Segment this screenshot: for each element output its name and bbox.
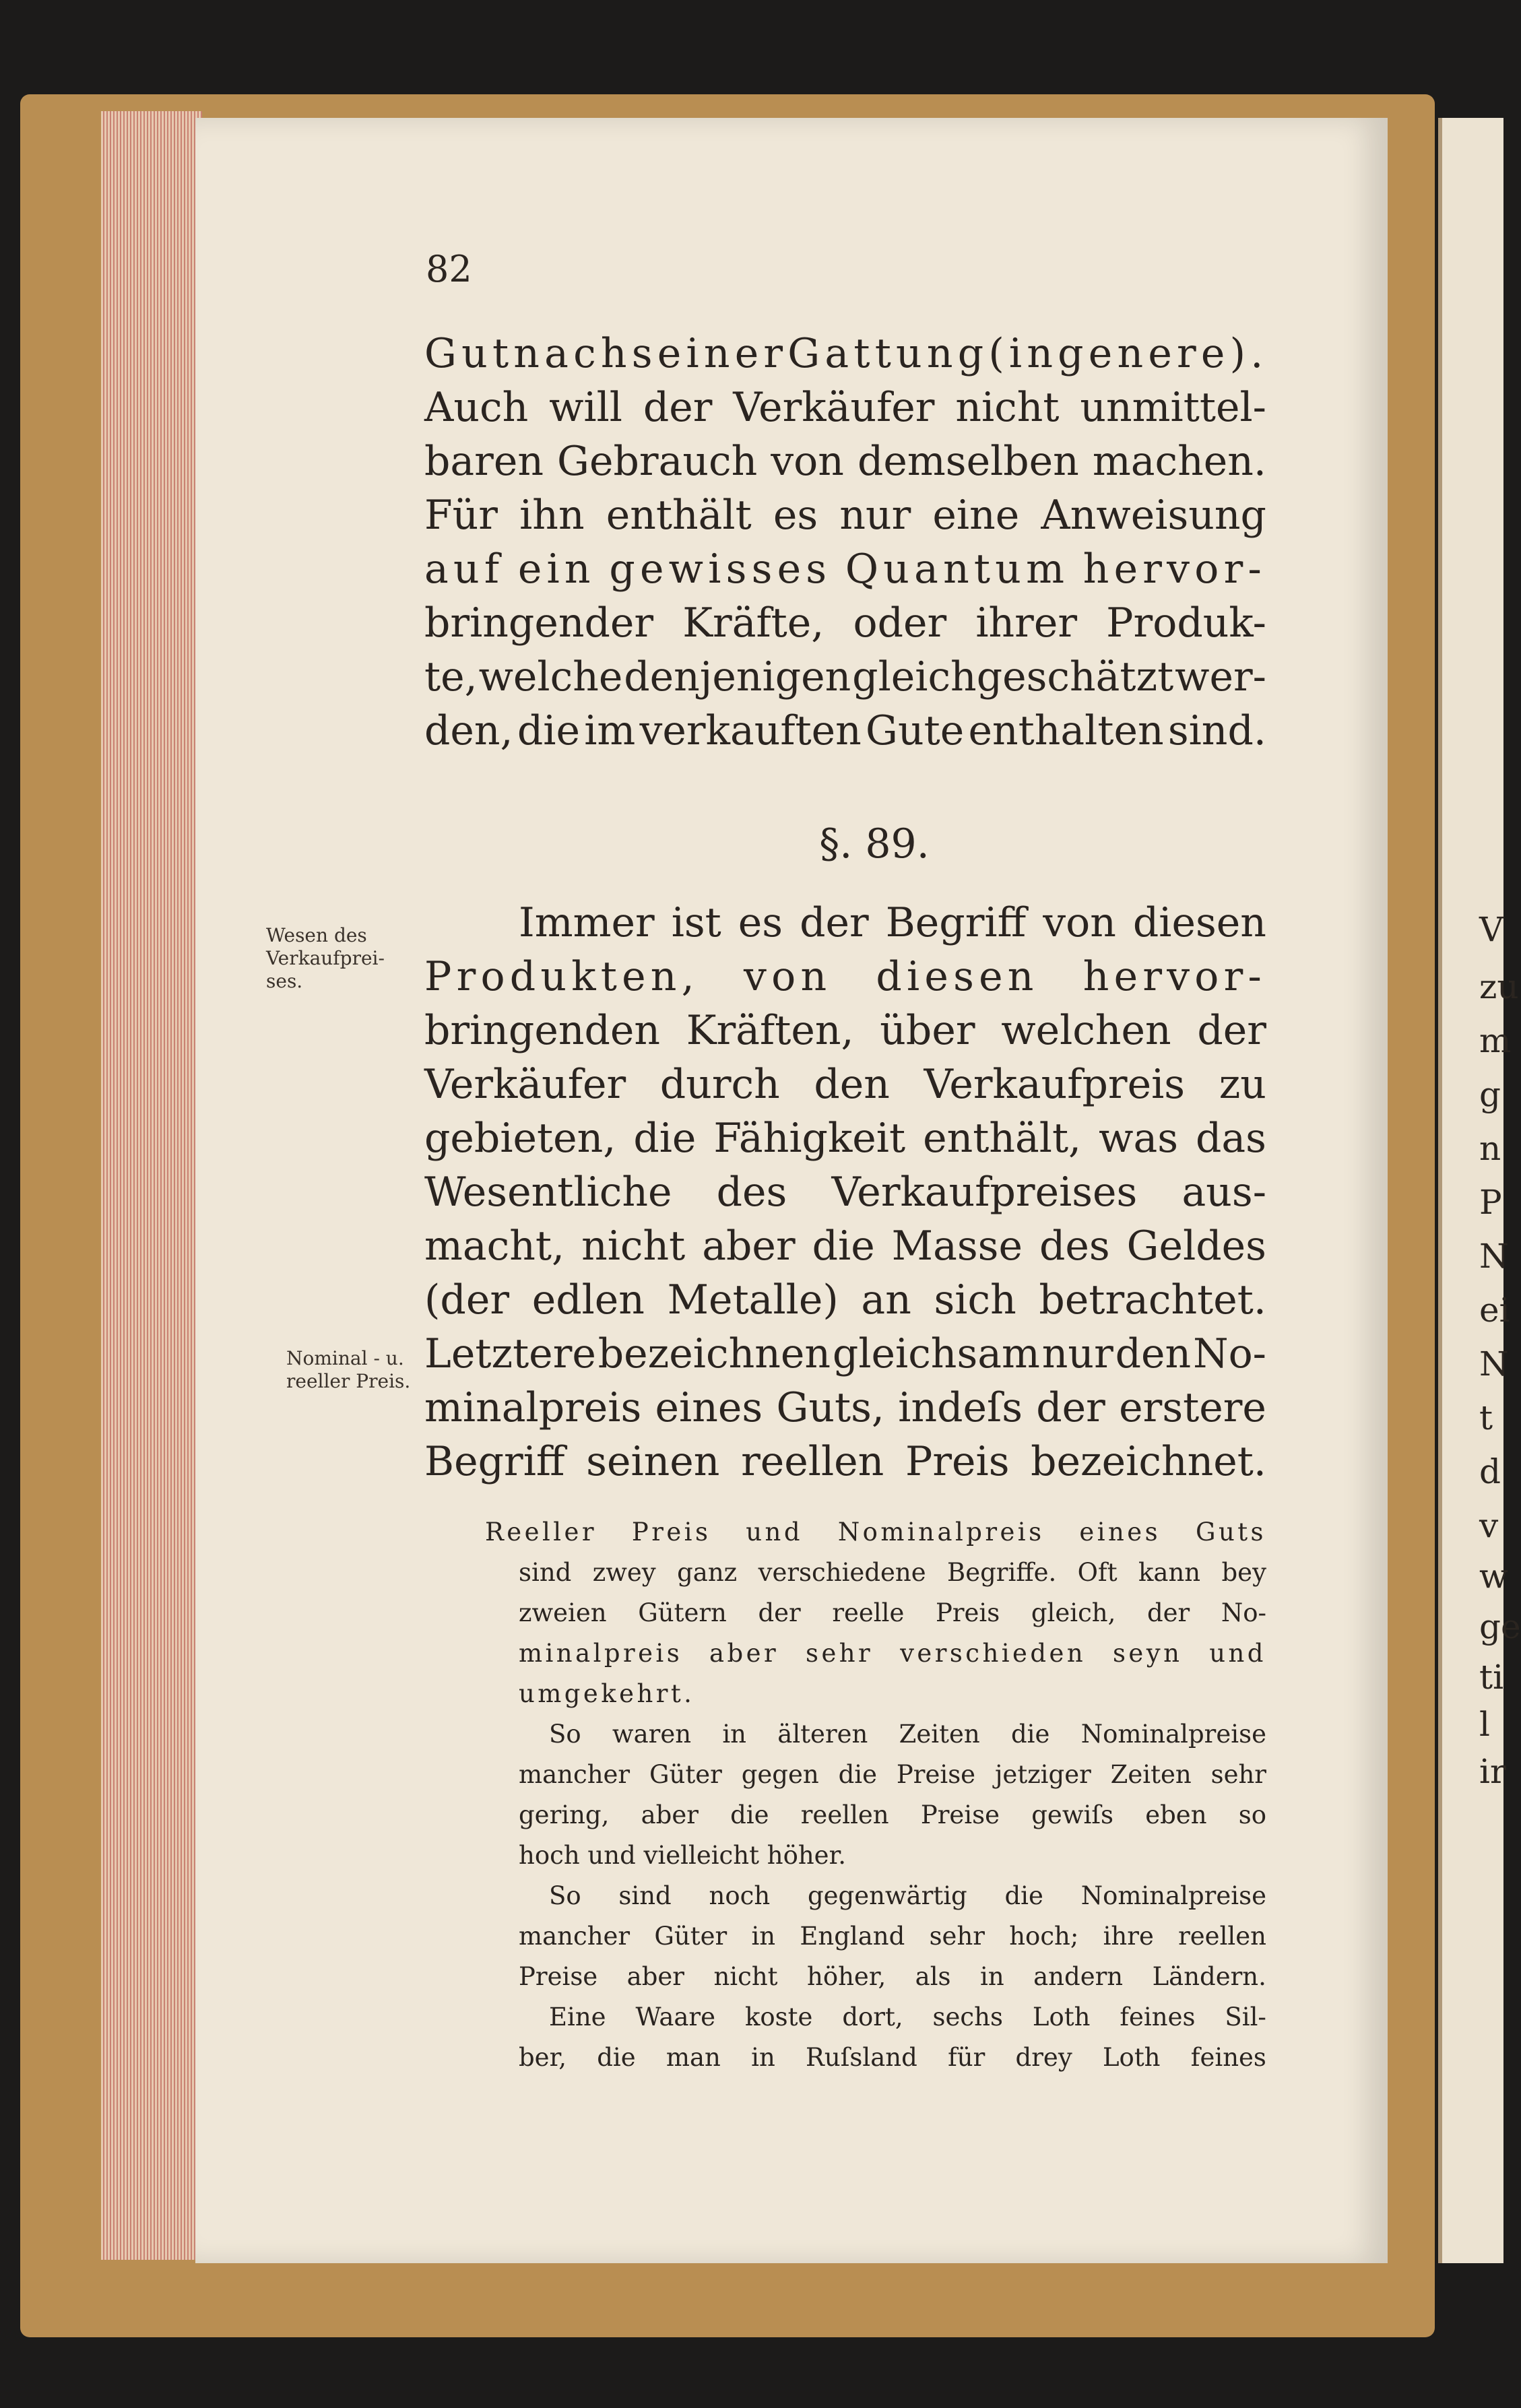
text-line: bringenden Kräften, über welchen der — [424, 1007, 1266, 1054]
next-page-fragment: n — [1479, 1129, 1501, 1168]
margin-note-line: Verkaufprei- — [266, 947, 385, 969]
text-line: den, die im verkauften Gute enthalten sind. — [424, 707, 1266, 754]
next-page-fragment: l — [1479, 1705, 1490, 1744]
next-page-fragment: ge — [1479, 1607, 1521, 1646]
text-line: Auch will der Verkäufer nicht unmittel- — [424, 384, 1266, 431]
next-page-fragment: P — [1479, 1183, 1502, 1222]
margin-note-line: reeller Preis. — [286, 1370, 411, 1392]
text-line: (der edlen Metalle) an sich betrachtet. — [424, 1276, 1266, 1324]
footnote-line: sind zwey ganz verschiedene Begriffe. Oft kann bey — [519, 1558, 1266, 1587]
text-line: macht, nicht aber die Masse des Geldes — [424, 1223, 1266, 1270]
text-line: Gut nach seiner Gattung (in genere). — [424, 330, 1268, 377]
text-line: baren Gebrauch von demselben machen. — [424, 438, 1266, 485]
text-line: gebieten, die Fähigkeit enthält, was das — [424, 1115, 1266, 1162]
next-page-fragment: zu — [1479, 967, 1519, 1006]
section-paragraph — [424, 896, 1266, 1489]
footnote-line: minalpreis aber sehr verschieden seyn und — [519, 1639, 1266, 1668]
footnote-line: mancher Güter gegen die Preise jetziger Zeiten sehr — [519, 1760, 1266, 1789]
body-paragraph — [424, 327, 1266, 758]
footnote-line: So sind noch gegenwärtig die Nominalpreise — [549, 1881, 1266, 1910]
next-page-fragment: N — [1479, 1237, 1509, 1276]
footnote-block — [485, 1512, 1266, 2078]
footnote-line: mancher Güter in England sehr hoch; ihre reellen — [519, 1922, 1266, 1951]
text-line: bringender Kräfte, oder ihrer Produk- — [424, 599, 1266, 647]
next-page-fragment: V — [1479, 910, 1504, 949]
page-edges — [101, 111, 202, 2260]
next-page-fragment: g — [1479, 1075, 1501, 1114]
margin-note-wesen — [266, 924, 414, 993]
next-page-fragment: ti — [1479, 1658, 1504, 1697]
text-line: Begriff seinen reellen Preis bezeichnet. — [424, 1438, 1266, 1485]
footnote-line: gering, aber die reellen Preise gewiſs eben so — [519, 1800, 1266, 1829]
footnote-line: ber, die man in Ruſsland für drey Loth feines — [519, 2043, 1266, 2072]
footnote-line: hoch und vielleicht höher. — [519, 1841, 846, 1870]
margin-note-line: Nominal - u. — [286, 1347, 404, 1369]
margin-note-nominal — [286, 1347, 434, 1393]
footnote-line: Reeller Preis und Nominalpreis eines Guts — [485, 1518, 1266, 1547]
text-line: minalpreis eines Guts, indeſs der erstere — [424, 1384, 1266, 1431]
footnote-line: Eine Waare koste dort, sechs Loth feines Sil- — [549, 2003, 1266, 2031]
text-line: Für ihn enthält es nur eine Anweisung — [424, 492, 1266, 539]
next-page-fragment: v — [1479, 1506, 1499, 1545]
footnote-line: So waren in älteren Zeiten die Nominalpreise — [549, 1720, 1266, 1749]
text-line: auf ein gewisses Quantum hervor- — [424, 546, 1266, 593]
text-line: Letztere bezeichnen gleichsam nur den No- — [424, 1330, 1266, 1377]
section-heading: §. 89. — [819, 820, 930, 868]
text-line: Produkten, von diesen hervor- — [424, 953, 1266, 1000]
next-page-fragment: ir — [1479, 1752, 1506, 1791]
text-line: Immer ist es der Begriff von diesen — [519, 899, 1266, 946]
margin-note-line: Wesen des — [266, 924, 367, 946]
footnote-line: Preise aber nicht höher, als in andern Ländern. — [519, 1962, 1266, 1991]
next-page-fragment: ei — [1479, 1291, 1510, 1330]
text-line: te, welche denjenigen gleichgeschätzt wer- — [424, 653, 1266, 701]
next-page-fragment: m — [1479, 1021, 1512, 1060]
margin-note-line: ses. — [266, 970, 303, 992]
next-page-fragment: N — [1479, 1344, 1509, 1384]
page-number: 82 — [426, 248, 472, 290]
footnote-line: umgekehrt. — [519, 1679, 695, 1708]
text-line: Verkäufer durch den Verkaufpreis zu — [424, 1061, 1266, 1108]
next-page-edge — [1438, 118, 1521, 2263]
footnote-line: zweien Gütern der reelle Preis gleich, der No- — [519, 1598, 1266, 1627]
next-page-fragment: d — [1479, 1452, 1501, 1491]
next-page-fragment: t — [1479, 1398, 1493, 1437]
next-page-fragment: w — [1479, 1557, 1508, 1596]
text-line: Wesentliche des Verkaufpreises aus- — [424, 1169, 1266, 1216]
